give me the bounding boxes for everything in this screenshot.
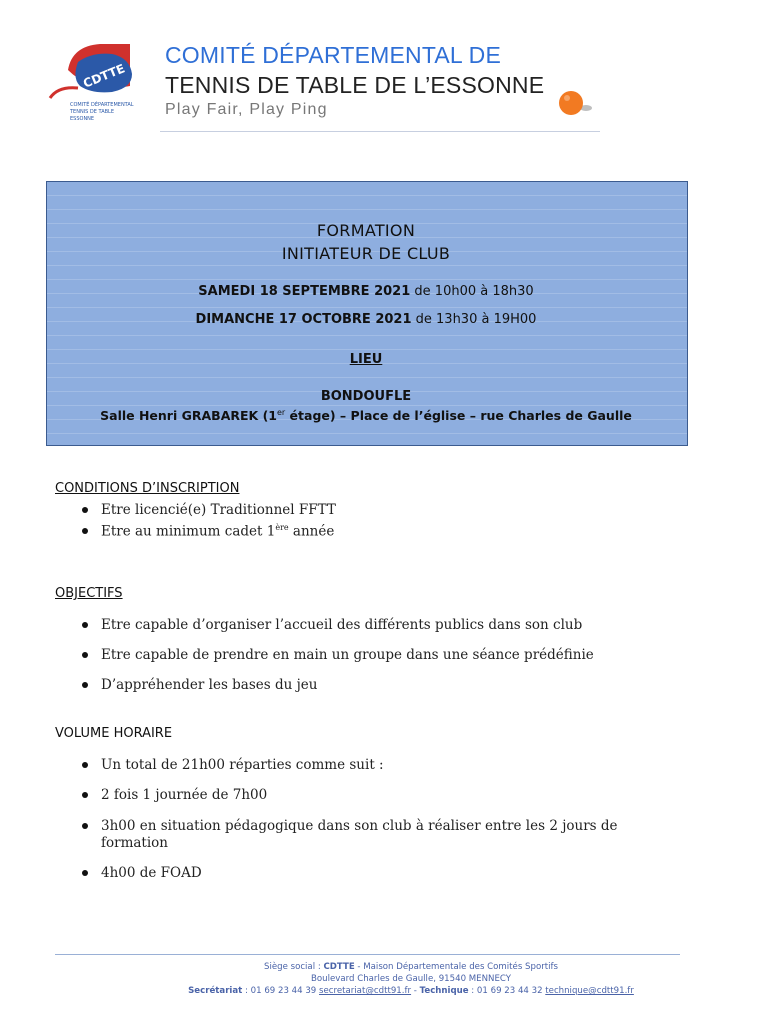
volume-heading: VOLUME HORAIRE: [55, 726, 173, 741]
bullet-icon: [82, 870, 88, 876]
bullet-icon: [82, 682, 88, 688]
banner-date-1-hours: de 10h00 à 18h30: [410, 284, 534, 299]
conditions-item-1: [82, 502, 336, 518]
objectifs-item-1: [82, 617, 582, 633]
footer-contacts: [46, 986, 770, 996]
footer-siege: [46, 962, 770, 972]
objectifs-item-2: [82, 647, 594, 663]
footer-secretariat-email-link[interactable]: secretariat@cdtt91.fr: [319, 986, 412, 996]
footer-secretariat-label: Secrétariat: [188, 986, 243, 996]
banner-venue-b: étage) – Place de l’église – rue Charles de Gaulle: [285, 408, 632, 424]
footer-siege-org: CDTTE: [323, 962, 355, 972]
footer-technique-email-link[interactable]: technique@cdtt91.fr: [545, 986, 634, 996]
volume-item-4: [82, 865, 202, 881]
header-tagline: Play Fair, Play Ping: [165, 101, 328, 118]
header-title-line2: TENNIS DE TABLE DE L’ESSONNE: [165, 72, 545, 98]
logo-subtext-3: ESSONNE: [70, 116, 95, 122]
banner-date-1: [46, 284, 686, 299]
ping-pong-ball-icon: [556, 88, 592, 122]
banner-venue-sup: er: [276, 408, 286, 417]
header-title-line1: COMITÉ DÉPARTEMENTAL DE: [165, 42, 502, 68]
volume-item-1: [82, 757, 384, 773]
banner-date-1-day: SAMEDI 18 SEPTEMBRE 2021: [198, 284, 411, 299]
bullet-icon: [82, 792, 88, 798]
footer-siege-rest: - Maison Départementale des Comités Sportifs: [354, 962, 558, 972]
bullet-icon: [82, 528, 88, 534]
footer-secretariat-phone: : 01 69 23 44 39: [242, 986, 319, 996]
volume-item-3: [82, 818, 618, 834]
volume-item-2: [82, 787, 267, 803]
banner-venue: [46, 408, 686, 423]
volume-item-1-text: Un total de 21h00 réparties comme suit :: [101, 757, 384, 773]
logo-swoosh: [50, 88, 78, 98]
logo-text: CDTTE: [81, 61, 127, 91]
footer-technique-phone: : 01 69 23 44 32: [468, 986, 546, 996]
conditions-item-1-text: Etre licencié(e) Traditionnel FFTT: [101, 502, 336, 518]
conditions-heading: CONDITIONS D’INSCRIPTION: [55, 481, 240, 496]
banner-title-formation: FORMATION: [316, 221, 416, 240]
objectifs-heading: OBJECTIFS: [55, 586, 123, 601]
header-divider: [160, 131, 600, 132]
banner-date-2-hours: de 13h30 à 19H00: [411, 312, 537, 327]
cdtte-logo: [48, 40, 156, 122]
volume-item-2-text: 2 fois 1 journée de 7h00: [101, 787, 268, 803]
conditions-item-2-text-a: Etre au minimum cadet 1: [101, 523, 276, 540]
objectifs-item-2-text: Etre capable de prendre en main un groupe dans une séance prédéfinie: [101, 647, 594, 663]
banner-lieu-label: LIEU: [349, 352, 383, 367]
footer-siege-label: Siège social :: [263, 962, 324, 972]
bullet-icon: [82, 652, 88, 658]
conditions-item-2-sup: ère: [275, 523, 289, 532]
logo-subtext-1: COMITÉ DÉPARTEMENTAL: [70, 102, 134, 108]
bullet-icon: [82, 762, 88, 768]
footer-divider: [55, 954, 680, 955]
objectifs-item-1-text: Etre capable d’organiser l’accueil des différents publics dans son club: [101, 617, 583, 633]
bullet-icon: [82, 823, 88, 829]
footer-address: Boulevard Charles de Gaulle, 91540 MENNECY: [311, 974, 511, 984]
conditions-item-2: [82, 523, 334, 540]
banner-city: BONDOUFLE: [320, 389, 412, 404]
objectifs-item-3-text: D’appréhender les bases du jeu: [101, 677, 318, 693]
banner-date-2: [46, 312, 686, 327]
volume-item-4-text: 4h00 de FOAD: [101, 865, 202, 881]
banner-title-initiateur: INITIATEUR DE CLUB: [281, 244, 451, 263]
volume-item-3-text: 3h00 en situation pédagogique dans son club à réaliser entre les 2 jours de: [101, 818, 618, 834]
logo-subtext-2: TENNIS DE TABLE: [70, 109, 114, 115]
conditions-item-2-text-b: année: [288, 523, 335, 540]
banner-venue-a: Salle Henri GRABAREK (1: [100, 408, 277, 424]
volume-item-3-continued: formation: [101, 835, 168, 851]
banner-date-2-day: DIMANCHE 17 OCTOBRE 2021: [195, 312, 412, 327]
objectifs-item-3: [82, 677, 318, 693]
footer-technique-label: Technique: [419, 986, 469, 996]
bullet-icon: [82, 622, 88, 628]
bullet-icon: [82, 507, 88, 513]
footer-separator: -: [411, 986, 420, 996]
